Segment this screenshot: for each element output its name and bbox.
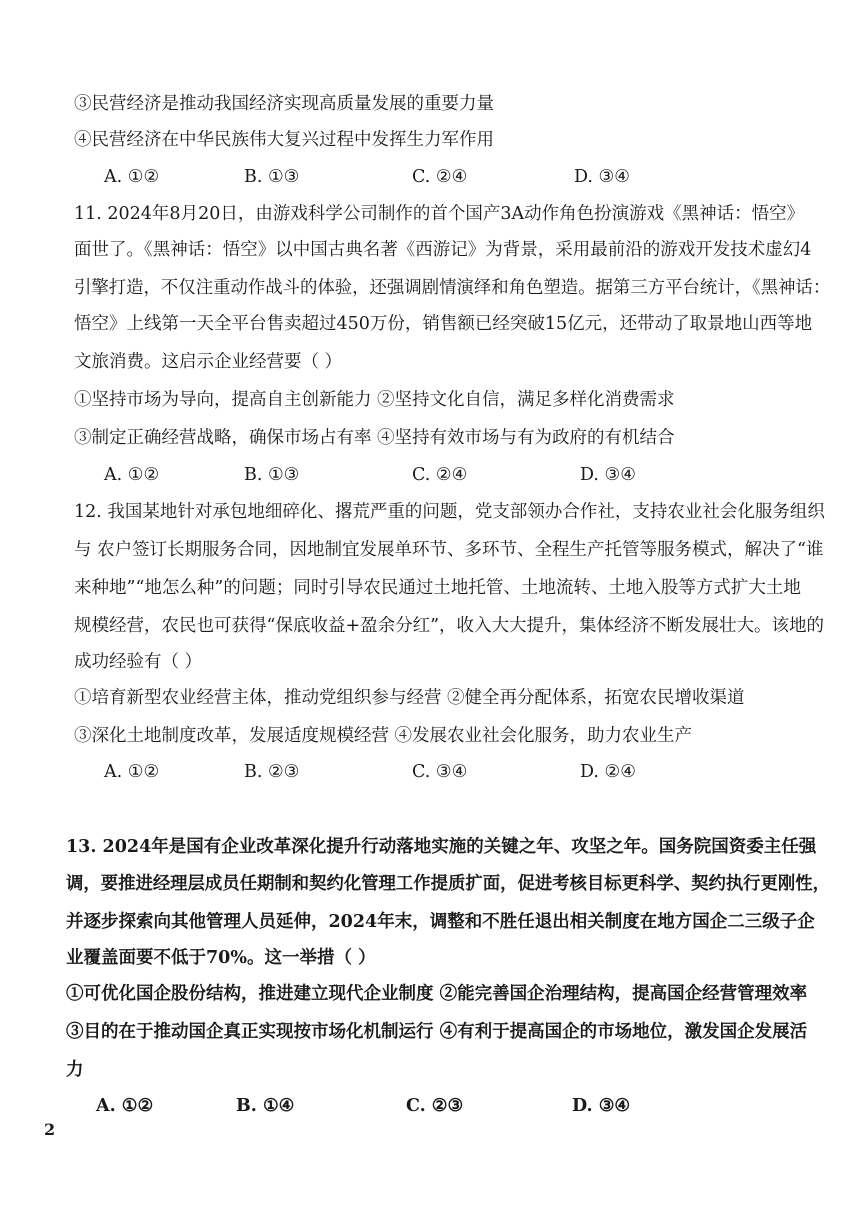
q13-stem-line-2: 调，要推进经理层成员任期制和契约化管理工作提质扩面，促进考核目标更科学、契约执行更刚性， (66, 874, 830, 894)
q12-stem-line-1: 12. 我国某地针对承包地细碎化、撂荒严重的问题，党支部领办合作社，支持农业社会化服务组织 (74, 502, 825, 522)
q13-statements-wrap: 力 (66, 1060, 84, 1080)
q13-option-b: B. ①④ (236, 1096, 295, 1116)
q13-option-a: A. ①② (96, 1096, 154, 1116)
q12-option-a: A. ①② (104, 762, 160, 782)
q13-stem-line-1: 13. 2024年是国有企业改革深化提升行动落地实施的关键之年、攻坚之年。国务院国资委主任强 (66, 837, 817, 857)
q11-stem-line-1: 11. 2024年8月20日，由游戏科学公司制作的首个国产3A动作角色扮演游戏《黑神话：悟空》 (74, 204, 805, 224)
q12-stem-line-2: 与 农户签订长期服务合同，因地制宜发展单环节、多环节、全程生产托管等服务模式，解决了“谁 (74, 540, 824, 560)
page-number: 2 (44, 1120, 56, 1139)
q10-option-c: C. ②④ (412, 167, 468, 187)
q11-statements-1-2: ①坚持市场为导向，提高自主创新能力 ②坚持文化自信，满足多样化消费需求 (74, 390, 675, 410)
q12-statements-1-2: ①培育新型农业经营主体，推动党组织参与经营 ②健全再分配体系，拓宽农民增收渠道 (74, 688, 745, 708)
q10-statement-3: ③民营经济是推动我国经济实现高质量发展的重要力量 (74, 94, 494, 114)
q11-option-c: C. ②④ (412, 465, 468, 485)
q11-stem-line-2: 面世了。《黑神话：悟空》以中国古典名著《西游记》为背景，采用最前沿的游戏开发技术虚幻4 (74, 240, 812, 260)
q11-stem-line-3: 引擎打造，不仅注重动作战斗的体验，还强调剧情演绎和角色塑造。据第三方平台统计，《黑神话： (74, 278, 831, 298)
q11-stem-line-5: 文旅消费。这启示企业经营要（ ） (74, 352, 343, 372)
q11-stem-line-4: 悟空》上线第一天全平台售卖超过450万份，销售额已经突破15亿元，还带动了取景地山西等地 (74, 314, 813, 334)
q11-option-b: B. ①③ (244, 465, 300, 485)
q13-option-c: C. ②③ (406, 1096, 464, 1116)
q12-stem-line-5: 成功经验有（ ） (74, 652, 203, 672)
q12-option-b: B. ②③ (244, 762, 300, 782)
q11-option-a: A. ①② (104, 465, 160, 485)
q13-statements-3-4: ③目的在于推动国企真正实现按市场化机制运行 ④有利于提高国企的市场地位，激发国企发展活 (66, 1022, 808, 1042)
q13-statements-1-2: ①可优化国企股份结构，推进建立现代企业制度 ②能完善国企治理结构，提高国企经营管理效率 (66, 984, 808, 1004)
q13-stem-line-4: 业覆盖面要不低于70%。这一举措（ ） (66, 948, 376, 968)
q10-statement-4: ④民营经济在中华民族伟大复兴过程中发挥生力军作用 (74, 130, 494, 150)
q12-option-c: C. ③④ (412, 762, 468, 782)
q13-option-d: D. ③④ (572, 1096, 631, 1116)
q12-statements-3-4: ③深化土地制度改革，发展适度规模经营 ④发展农业社会化服务，助力农业生产 (74, 726, 693, 746)
q11-statements-3-4: ③制定正确经营战略，确保市场占有率 ④坚持有效市场与有为政府的有机结合 (74, 428, 675, 448)
q10-option-d: D. ③④ (574, 167, 630, 187)
q11-option-d: D. ③④ (580, 465, 636, 485)
q12-option-d: D. ②④ (580, 762, 636, 782)
q12-stem-line-4: 规模经营，农民也可获得“保底收益+盈余分红”，收入大大提升，集体经济不断发展壮大。该地的 (74, 616, 825, 636)
q12-stem-line-3: 来种地”“地怎么种”的问题；同时引导农民通过土地托管、土地流转、土地入股等方式扩大土地 (74, 578, 801, 598)
q13-stem-line-3: 并逐步探索向其他管理人员延伸，2024年末，调整和不胜任退出相关制度在地方国企二三级子企 (66, 912, 815, 932)
q10-option-b: B. ①③ (244, 167, 300, 187)
q10-option-a: A. ①② (104, 167, 160, 187)
